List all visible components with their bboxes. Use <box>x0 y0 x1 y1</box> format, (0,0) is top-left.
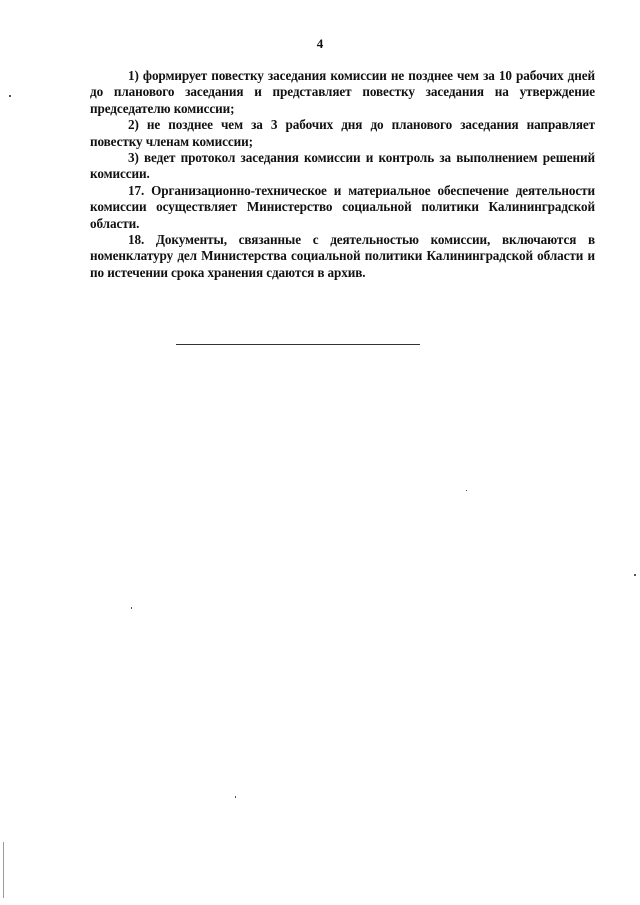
scan-speck <box>235 796 236 798</box>
paragraph-item-1: 1) формирует повестку заседания комиссии не позднее чем за 10 рабочих дней до планового заседания и представляет повестку заседания на утверждение председателю комиссии; <box>90 68 595 116</box>
paragraph-item-2: 2) не позднее чем за 3 рабочих дня до планового заседания направляет повестку членам комиссии; <box>90 117 595 149</box>
paragraph-item-3: 3) ведет протокол заседания комиссии и контроль за выполнением решений комиссии. <box>90 150 595 182</box>
scan-speck <box>466 490 467 491</box>
paragraph-18: 18. Документы, связанные с деятельностью комиссии, включаются в номенклатуру дел Министерства социальной политики Калининградской области и по истечении срока хранения сдаются в архив. <box>90 232 595 280</box>
scan-speck <box>9 95 11 97</box>
document-body <box>90 68 595 281</box>
page-number: 4 <box>316 36 324 51</box>
paragraph-17: 17. Организационно-техническое и материальное обеспечение деятельности комиссии осуществляет Министерство социальной политики Калининградской области. <box>90 182 595 231</box>
scan-edge-mark <box>3 842 4 898</box>
scan-speck <box>131 607 132 609</box>
end-separator-line <box>176 344 420 345</box>
scan-speck <box>634 574 636 576</box>
